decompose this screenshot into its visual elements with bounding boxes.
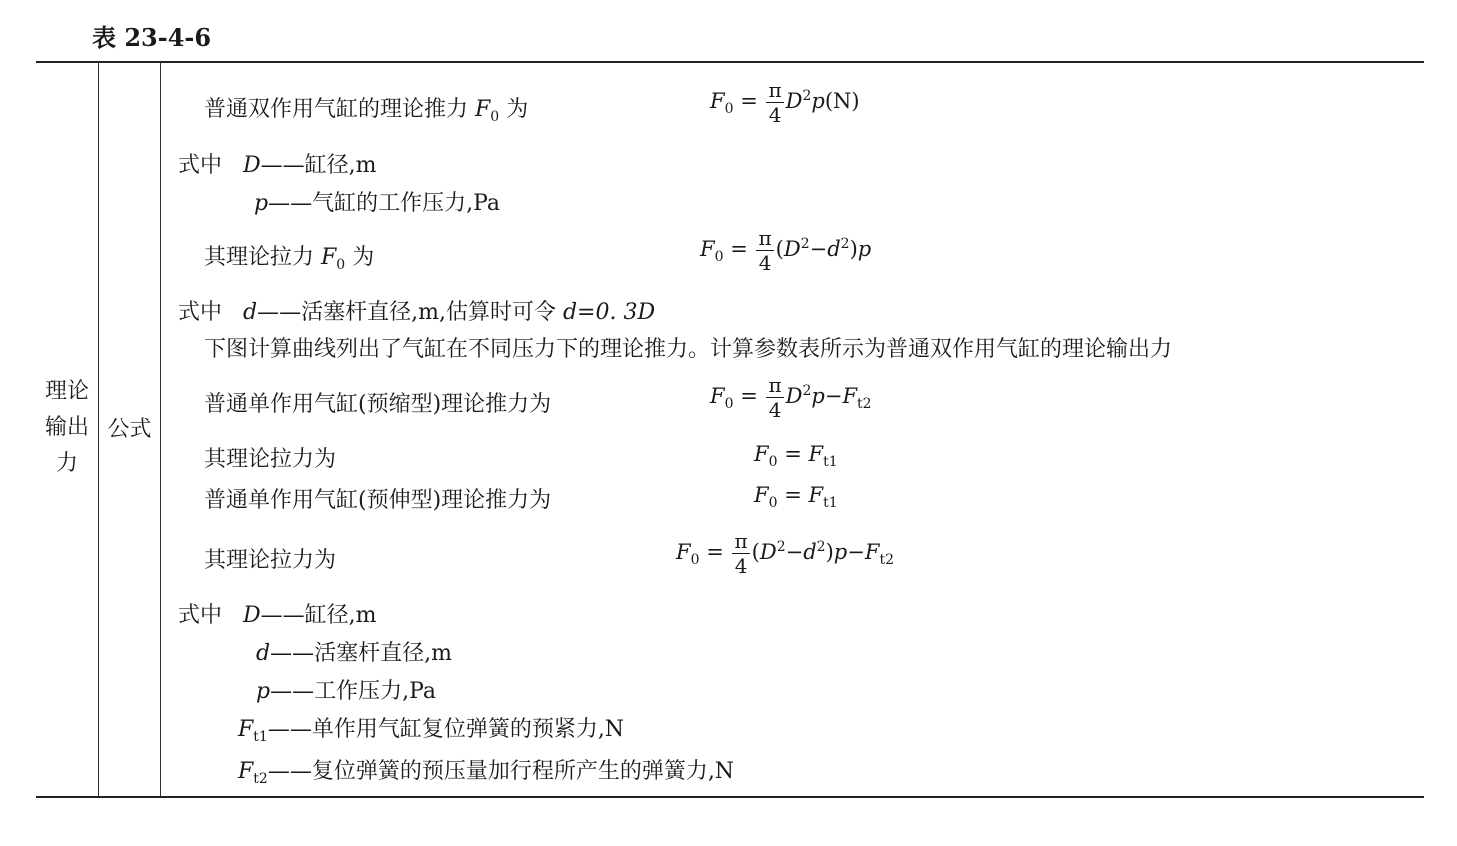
- row-header-line: 力: [55, 451, 78, 476]
- table-bottom-rule: [36, 796, 1424, 798]
- where-line-7: $F_{t1}——$单作用气缸复位弹簧的预紧力,N: [238, 717, 625, 745]
- column-divider-2: [160, 62, 161, 797]
- formula-1: $F_0$ = $\frac{\pi}{4}$ $D^2p(N)$: [710, 78, 860, 127]
- formula-3: $F_0$ = $\frac{\pi}{4}$ $D^2p-F_{t2}$: [710, 373, 872, 422]
- text-line-10: 其理论拉力为: [204, 548, 337, 573]
- table-caption: 表 23-4-6: [92, 23, 212, 52]
- formula-2: $F_0$ = $\frac{\pi}{4}$ $(D^2-d^2)p$: [700, 226, 872, 275]
- row-header: [36, 374, 98, 482]
- text-line-6: 下图计算曲线列出了气缸在不同压力下的理论推力。计算参数表所示为普通双作用气缸的理论输出力: [204, 337, 1173, 362]
- where-line-1: 式中 D——缸径,m: [178, 153, 377, 178]
- where-line-2: p——气缸的工作压力,Pa: [254, 191, 501, 216]
- text-line-1: 普通双作用气缸的理论推力 $F_0$ 为: [204, 97, 529, 125]
- formula-5: $F_0 = F_{t1}$: [754, 483, 838, 511]
- where-line-3: 式中 d——活塞杆直径,m,估算时可令 d=0. 3D: [178, 300, 656, 325]
- formula-4: $F_0 = F_{t1}$: [754, 442, 838, 470]
- where-line-6: p——工作压力,Pa: [256, 679, 437, 704]
- text-line-4: 其理论拉力 $F_0$ 为: [204, 245, 375, 273]
- table-top-rule: [36, 61, 1424, 63]
- row-header-line: 理论: [44, 379, 89, 404]
- formula-6: $F_0$ = $\frac{\pi}{4}$ $(D^2-d^2)p-F_{t2}$: [676, 529, 894, 578]
- text-line-8: 其理论拉力为: [204, 447, 337, 472]
- where-line-8: $F_{t2}——$复位弹簧的预压量加行程所产生的弹簧力,N: [238, 759, 735, 787]
- text-line-9: 普通单作用气缸(预伸型)理论推力为: [204, 488, 552, 513]
- sub-header: 公式: [107, 417, 152, 442]
- row-header-line: 输出: [44, 415, 89, 440]
- where-line-5: d——活塞杆直径,m: [256, 641, 452, 666]
- text-line-7: 普通单作用气缸(预缩型)理论推力为: [204, 392, 552, 417]
- where-line-4: 式中 D——缸径,m: [178, 603, 377, 628]
